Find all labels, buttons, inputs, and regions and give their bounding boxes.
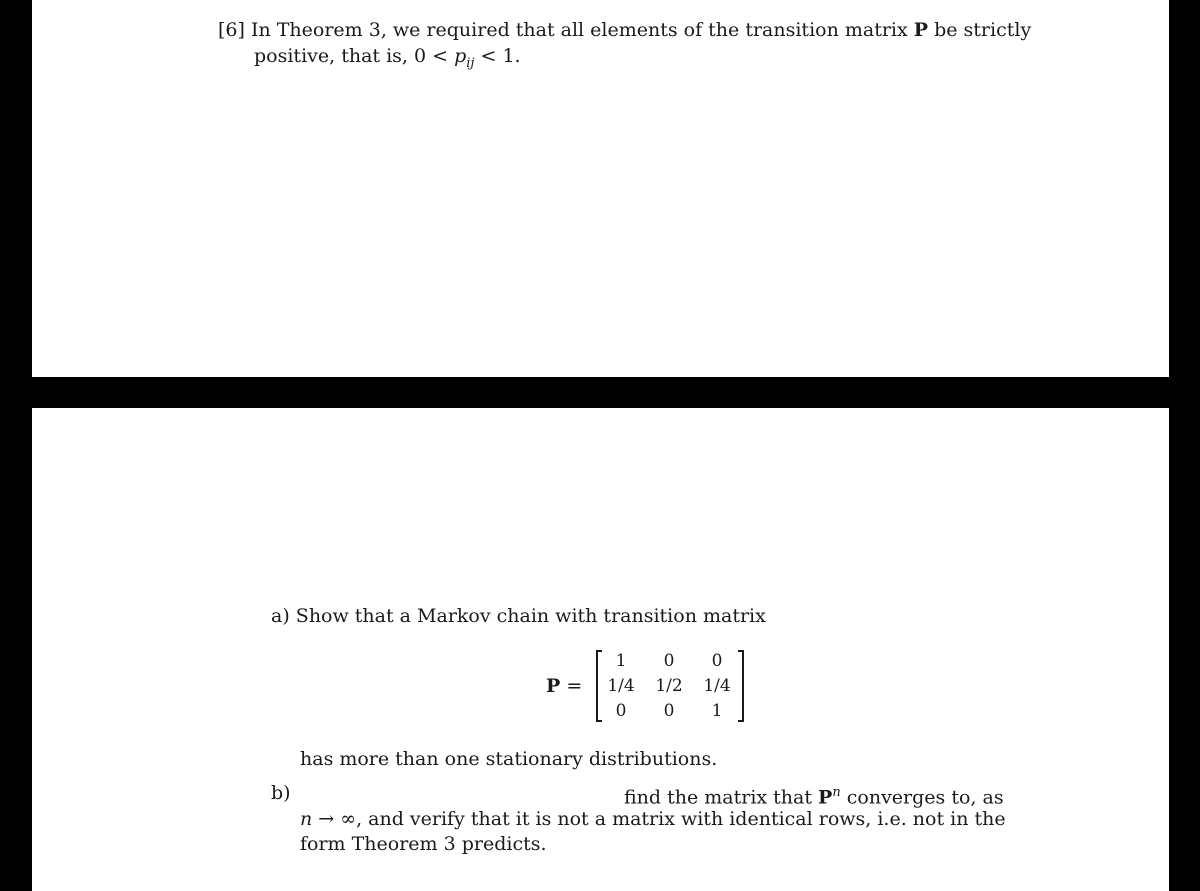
intro-text-4: < 1.	[474, 45, 521, 67]
intro-text-1: In Theorem 3, we required that all elements of the transition matrix	[250, 19, 914, 41]
p-subscript: ij	[466, 55, 475, 71]
part-b-text-2: converges to, as	[840, 786, 1004, 809]
intro-text-3: positive, that is, 0 <	[254, 45, 455, 67]
part-b-line-2	[300, 806, 1006, 832]
part-b-matrix-symbol: P	[818, 786, 833, 809]
matrix-symbol: P	[913, 19, 929, 41]
matrix-name: P	[546, 675, 561, 697]
matrix-cell: 1/4	[703, 676, 731, 696]
problem-line-2	[254, 43, 521, 77]
problem-line-1	[218, 17, 1031, 43]
part-a-label: a)	[271, 605, 290, 627]
matrix-cell: 1/2	[655, 676, 683, 696]
part-b-text-1: find the matrix that	[624, 786, 819, 809]
matrix-cell: 1	[615, 651, 627, 671]
intro-text-2: be strictly	[928, 19, 1032, 41]
matrix-label	[546, 675, 582, 697]
part-a-text: Show that a Markov chain with transition matrix	[295, 605, 766, 627]
part-a-line	[271, 603, 766, 629]
p-symbol: p	[454, 45, 467, 67]
matrix-cell: 0	[663, 651, 675, 671]
part-b-exponent: n	[832, 785, 841, 800]
part-b-line-3: form Theorem 3 predicts.	[300, 833, 547, 855]
matrix-cell: 0	[663, 701, 675, 721]
matrix-cell: 1	[711, 701, 723, 721]
part-b-text-3: → ∞, and verify that it is not a matrix with identical rows, i.e. not in the	[312, 808, 1006, 830]
equals-sign: =	[560, 675, 583, 697]
part-b-label: b)	[271, 782, 291, 804]
matrix-cell: 0	[711, 651, 723, 671]
matrix-cell: 0	[615, 701, 627, 721]
part-a-after: has more than one stationary distributions.	[300, 748, 718, 770]
matrix-cell: 1/4	[607, 676, 635, 696]
problem-number: [6]	[218, 19, 245, 41]
page-top	[32, 0, 1169, 377]
part-b-n-symbol: n	[300, 808, 313, 830]
